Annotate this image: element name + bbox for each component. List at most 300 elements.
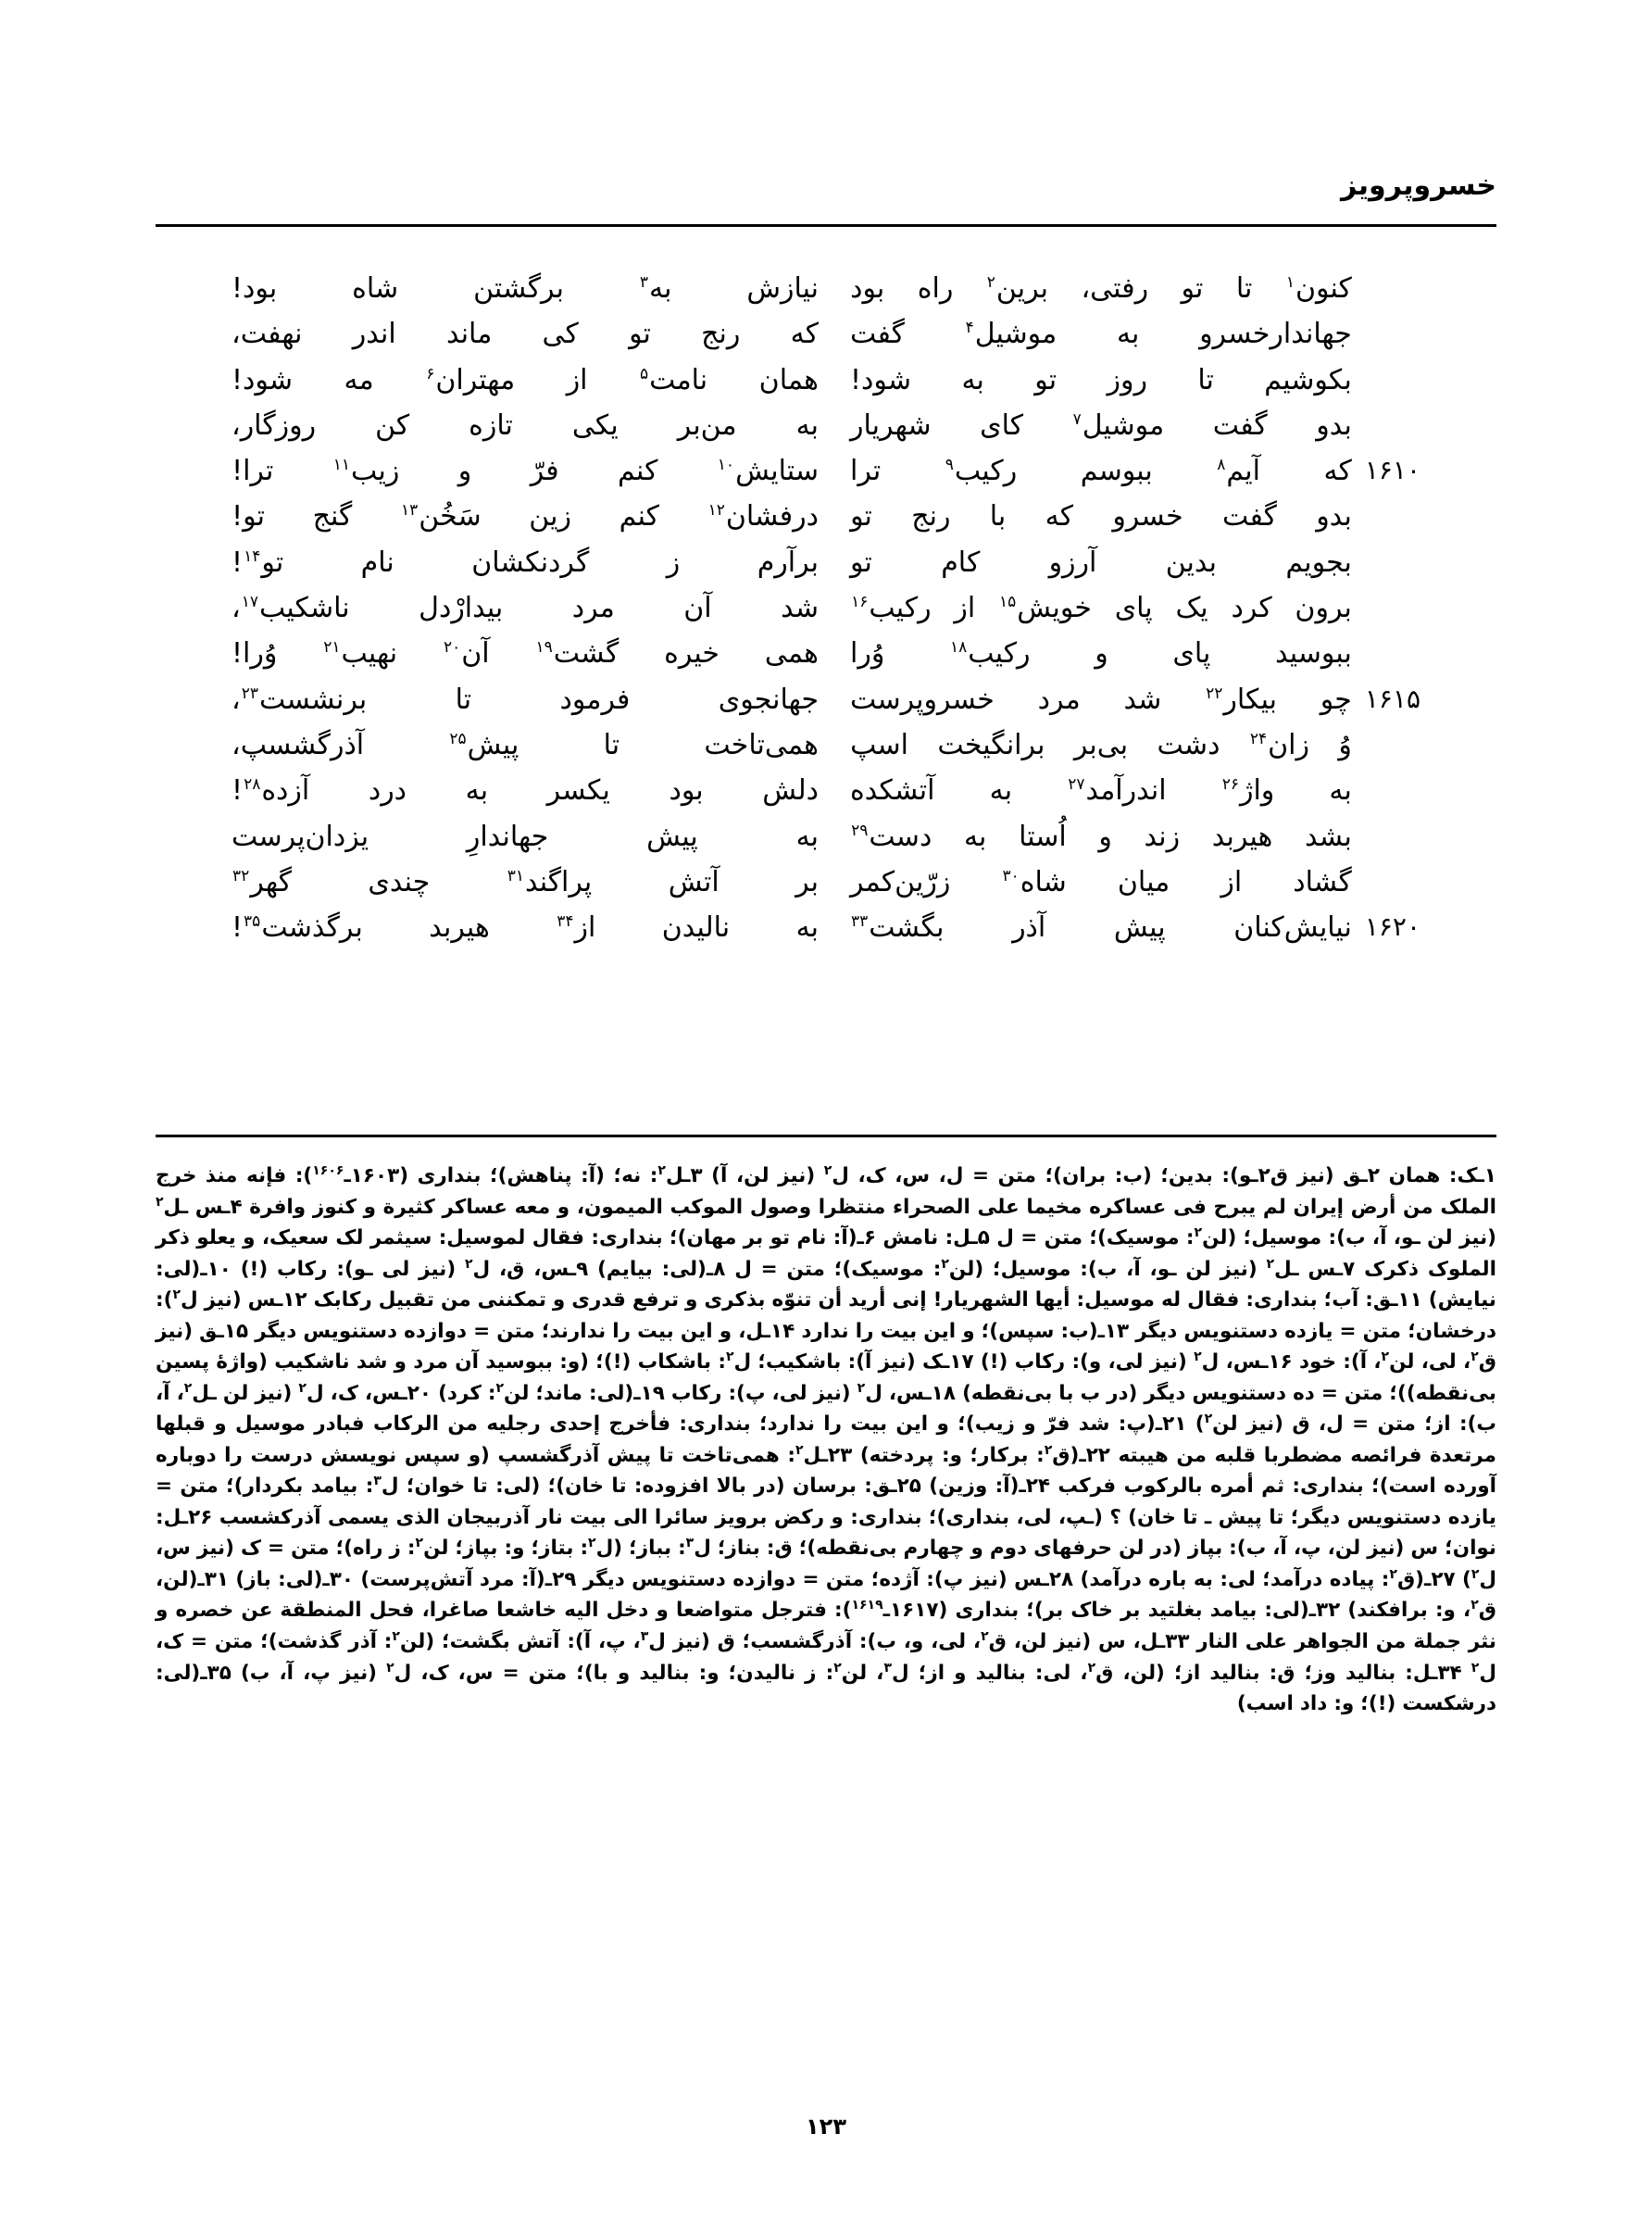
- verse-word: آن: [683, 592, 712, 625]
- note-marker: ۲۹: [851, 821, 869, 840]
- hemistich-left-text: [232, 320, 819, 349]
- apparatus-note-number: ۳۱: [204, 1567, 230, 1591]
- verse-word: به: [795, 911, 819, 945]
- note-marker: ۲۸: [244, 775, 261, 795]
- verse-word: بیدارْدل: [419, 592, 504, 625]
- siglum-exponent: ۱۶۱۹: [851, 1598, 883, 1613]
- hemistich-right-text: [850, 320, 1352, 349]
- apparatus-note-number: ۲۲: [1085, 1443, 1110, 1467]
- verse-word: دلش: [762, 774, 819, 808]
- hemistich-right-text: [850, 594, 1352, 623]
- verse-word: تو: [850, 546, 872, 579]
- note-marker: ۱۳: [400, 501, 419, 521]
- hemistich-left: [232, 594, 826, 623]
- hemistich-right: [826, 685, 1420, 715]
- verse-word: بکوشیم: [1264, 363, 1352, 396]
- apparatus-note-number: ۲۰: [407, 1381, 432, 1405]
- verse-word: آیم$^۸$: [1217, 455, 1260, 488]
- verse-word: تو!: [232, 500, 265, 533]
- hemistich-left: [232, 776, 826, 806]
- verse-word: ترا: [850, 455, 882, 488]
- verse-word: نهیب$^{۲۱}$: [323, 637, 398, 671]
- siglum-exponent: ۲: [1044, 1442, 1053, 1458]
- verse-word: از: [954, 592, 976, 625]
- note-marker: ۲۵: [449, 729, 467, 748]
- siglum-exponent: ۲: [833, 1660, 842, 1676]
- hemistich-left: [232, 363, 826, 396]
- verse-word: به: [961, 363, 984, 396]
- verse-line: [232, 457, 1420, 486]
- apparatus-note-number: ۳۲: [1316, 1599, 1341, 1623]
- siglum-exponent: ۲: [657, 1162, 666, 1178]
- verse-word: همان: [758, 363, 819, 396]
- siglum-exponent: ۲: [1204, 1412, 1213, 1427]
- verse-word: آذر: [1012, 911, 1046, 945]
- siglum-exponent: ۲: [795, 1442, 804, 1458]
- verse-word: چو: [1320, 683, 1352, 716]
- siglum-exponent: ۲: [495, 1380, 504, 1396]
- verse-line: [232, 594, 1420, 623]
- hemistich-left: [232, 822, 826, 852]
- siglum-exponent: ۳: [640, 1628, 649, 1644]
- hemistich-left-text: [232, 685, 819, 715]
- verse-word: یک: [1175, 592, 1208, 625]
- apparatus-note-number: ۱۹: [640, 1381, 665, 1405]
- hemistich-left: [232, 685, 826, 715]
- verse-word: کی: [542, 318, 579, 351]
- verse-line: [232, 408, 1420, 442]
- verse-word: اندر: [352, 318, 396, 351]
- verse-word: ناشکیب$^{۱۷}$،: [232, 592, 350, 625]
- verse-word: تا: [603, 728, 620, 761]
- verse-word: به: [465, 774, 489, 808]
- verse-word: بدو: [1316, 500, 1352, 533]
- verse-line: [232, 274, 1420, 304]
- verse-word: زند: [1144, 820, 1181, 853]
- verse-word: برآرم: [757, 546, 819, 579]
- note-marker: ۲۰: [444, 638, 461, 658]
- hemistich-left-text: [232, 639, 819, 669]
- verse-word: اُستا: [1019, 820, 1067, 853]
- verse-word: گهر$^{۳۲}$: [232, 865, 292, 898]
- verse-word: بی‌بر: [1073, 728, 1129, 761]
- siglum-exponent: ۲: [1266, 1256, 1275, 1272]
- verse-word: کنم: [619, 500, 659, 533]
- note-marker: ۳۲: [232, 866, 250, 885]
- verse-body: [232, 274, 1420, 959]
- hemistich-right: [826, 639, 1420, 669]
- verse-word: جهانجوی: [718, 683, 819, 716]
- hemistich-left-text: [232, 728, 819, 761]
- verse-word: مرد: [571, 592, 615, 625]
- verse-word: ببوسم: [1080, 455, 1153, 488]
- apparatus-note-number: ۴: [230, 1195, 243, 1219]
- verse-word: برین$^۲$: [986, 272, 1049, 305]
- verse-word: چندی: [368, 865, 431, 898]
- hemistich-left: [232, 320, 826, 349]
- hemistich-right: [826, 822, 1420, 852]
- verse-word: تو: [850, 500, 872, 533]
- hemistich-left-text: [232, 274, 819, 304]
- verse-word: بود: [669, 774, 704, 808]
- siglum-exponent: ۲: [1471, 1598, 1479, 1613]
- verse-word: رنج: [701, 318, 741, 351]
- note-marker: ۲۲: [1206, 684, 1223, 703]
- verse-word: گشت$^{۱۹}$: [535, 637, 620, 671]
- note-marker: ۲۴: [1249, 729, 1268, 748]
- verse-word: گفت: [1212, 408, 1268, 442]
- siglum-exponent: ۲: [156, 1194, 164, 1210]
- verse-word: وُرا: [850, 637, 885, 671]
- verse-word: شاه: [352, 272, 399, 305]
- apparatus-note-number: ۳: [690, 1164, 703, 1187]
- verse-word: اندرآمد$^{۲۷}$: [1068, 774, 1167, 808]
- verse-word: تا: [455, 683, 472, 716]
- apparatus-note-number: ۱۶۰۳: [350, 1164, 400, 1187]
- verse-line: [232, 822, 1420, 852]
- siglum-exponent: ۲: [172, 1286, 181, 1302]
- verse-word: گنج: [312, 500, 353, 533]
- verse-word: هیربد: [429, 911, 490, 945]
- verse-word: به: [1116, 318, 1140, 351]
- note-marker: ۲۱: [323, 638, 341, 658]
- verse-word: تازه: [469, 408, 513, 442]
- verse-word: تا: [1235, 272, 1253, 305]
- apparatus-note-number: ۲۸: [1048, 1567, 1074, 1591]
- note-marker: ۳۰: [1002, 866, 1020, 885]
- hemistich-left: [232, 728, 826, 761]
- verse-word: پیش: [1113, 911, 1166, 945]
- siglum-exponent: ۲: [415, 1536, 424, 1551]
- siglum-exponent: ۲: [1471, 1349, 1479, 1365]
- verse-word: به: [963, 820, 987, 853]
- verse-word: وُرا!: [232, 637, 278, 671]
- note-marker: ۳۴: [557, 912, 574, 932]
- verse-word: هیربد: [1211, 820, 1273, 853]
- apparatus-note-number: ۱۰: [206, 1257, 232, 1281]
- verse-word: روز: [1107, 363, 1147, 396]
- verse-word: وُ: [1338, 728, 1352, 761]
- siglum-exponent: ۲: [1194, 1224, 1203, 1240]
- note-marker: ۳۵: [244, 912, 261, 932]
- verse-line: [232, 639, 1420, 669]
- verse-word: بدین: [1165, 546, 1217, 579]
- apparatus-note-number: ۲۵: [896, 1475, 921, 1499]
- apparatus-note-number: ۸: [713, 1257, 726, 1281]
- verse-word: جهاندارِ: [466, 820, 549, 853]
- siglum-exponent: ۱۶۰۶: [312, 1162, 344, 1178]
- verse-word: روزگار،: [232, 408, 317, 442]
- verse-word: برگشتن: [473, 272, 564, 305]
- apparatus-note-number: ۲: [1258, 1164, 1270, 1187]
- verse-word: پای: [1172, 637, 1211, 671]
- hemistich-left-text: [232, 363, 819, 396]
- apparatus-note-number: ۱۴: [770, 1319, 795, 1343]
- verse-word: کای: [980, 408, 1024, 442]
- verse-word: با: [989, 500, 1007, 533]
- hemistich-left: [232, 502, 826, 532]
- hemistich-left: [232, 274, 826, 304]
- note-marker: ۱: [1285, 273, 1295, 292]
- verse-word: بگشت$^{۳۳}$: [851, 911, 945, 945]
- verse-word: فرمود: [559, 683, 631, 716]
- verse-word: برگذشت$^{۳۵}$!: [232, 911, 363, 945]
- verse-word: و: [1095, 637, 1108, 671]
- hemistich-right-text: [850, 776, 1352, 806]
- verse-word: ترا!: [232, 455, 274, 488]
- siglum-exponent: ۲: [386, 1660, 394, 1676]
- apparatus-note-number: ۲۱: [1162, 1412, 1187, 1437]
- hemistich-right-text: [850, 822, 1352, 852]
- verse-line: [232, 320, 1420, 349]
- verse-word: آذرگشسپ،: [232, 728, 365, 761]
- verse-word: همی‌تاخت: [704, 728, 819, 761]
- verse-word: و: [1098, 820, 1112, 853]
- verse-word: یزدان‌پرست: [232, 820, 369, 853]
- verse-number: ۱۶۲۰: [1364, 911, 1420, 943]
- verse-word: گشاد: [1293, 865, 1352, 898]
- verse-word: موشیل$^۴$: [965, 318, 1058, 351]
- verse-word: بود: [850, 272, 885, 305]
- hemistich-right: [826, 502, 1420, 532]
- verse-word: ماند: [445, 318, 493, 351]
- verse-word: زین: [529, 500, 571, 533]
- verse-word: من‌بر: [677, 408, 737, 442]
- verse-number: ۱۶۱۵: [1364, 683, 1420, 714]
- note-marker: ۱۴: [244, 546, 261, 566]
- verse-word: یکسر: [546, 774, 610, 808]
- hemistich-left-text: [232, 865, 819, 898]
- apparatus-note-number: ۶: [863, 1226, 877, 1250]
- verse-word: آتشکده: [850, 774, 935, 808]
- note-marker: ۴: [965, 319, 974, 338]
- hemistich-left-text: [232, 408, 819, 442]
- note-marker: ۱۵: [999, 593, 1017, 612]
- siglum-exponent: ۲: [1389, 1566, 1397, 1582]
- siglum-exponent: ۲: [392, 1628, 400, 1644]
- apparatus-note-number: ۱۷: [949, 1350, 974, 1374]
- note-marker: ۸: [1217, 456, 1226, 475]
- siglum-exponent: ۲: [1471, 1566, 1480, 1582]
- siglum-exponent: ۲: [857, 1380, 866, 1396]
- verse-word: یکی: [571, 408, 619, 442]
- verse-word: رنج: [911, 500, 951, 533]
- verse-line: [232, 776, 1420, 806]
- apparatus-note-number: ۳۴: [1437, 1661, 1462, 1685]
- hemistich-right-text: [850, 502, 1352, 532]
- hemistich-left-text: [232, 594, 819, 623]
- verse-word: خویش$^{۱۵}$: [999, 592, 1092, 625]
- note-marker: ۱۸: [950, 638, 968, 658]
- hemistich-left-text: [232, 776, 819, 806]
- verse-word: راه: [917, 272, 954, 305]
- verse-word: به: [795, 820, 819, 853]
- hemistich-left-text: [232, 913, 819, 943]
- hemistich-right-text: [850, 274, 1352, 304]
- verse-word: زرّین‌کمر: [850, 865, 951, 898]
- verse-line: [232, 728, 1420, 761]
- siglum-exponent: ۲: [298, 1380, 307, 1396]
- verse-word: نیازش: [746, 272, 819, 305]
- verse-word: پیش$^{۲۵}$: [449, 728, 519, 761]
- note-marker: ۲۳: [241, 684, 258, 703]
- hemistich-right-text: [850, 728, 1352, 761]
- verse-word: بدو: [1316, 408, 1352, 442]
- verse-word: نالیدن: [661, 911, 731, 945]
- verse-word: گفت: [850, 318, 905, 351]
- siglum-exponent: ۲: [823, 1162, 832, 1178]
- verse-word: شد: [781, 592, 819, 625]
- verse-word: میان: [1117, 865, 1170, 898]
- apparatus-note-number: ۳۳: [1165, 1629, 1190, 1653]
- apparatus-note-number: ۲: [1367, 1164, 1381, 1187]
- hemistich-right-text: [850, 865, 1352, 898]
- apparatus-note-number: ۱: [1483, 1164, 1496, 1187]
- verse-word: نیایش‌کنان: [1233, 911, 1352, 945]
- verse-line: [232, 548, 1420, 578]
- siglum-exponent: ۲: [464, 1256, 473, 1272]
- hemistich-right: [826, 457, 1420, 486]
- verse-word: بود!: [232, 272, 278, 305]
- hemistich-left: [232, 457, 826, 486]
- hemistich-right: [826, 913, 1420, 943]
- verse-word: تو: [1181, 272, 1204, 305]
- verse-word: نامت$^۵$: [640, 363, 708, 396]
- verse-word: دست$^{۲۹}$: [851, 820, 932, 853]
- hemistich-right-text: [850, 363, 1352, 396]
- siglum-exponent: ۲: [183, 1380, 193, 1396]
- verse-word: بجویم: [1285, 546, 1352, 579]
- apparatus-note-number: ۳۵: [206, 1661, 232, 1685]
- verse-word: پیش: [646, 820, 698, 853]
- verse-word: از$^{۳۴}$: [557, 911, 596, 945]
- verse-line: [232, 363, 1420, 396]
- hemistich-right: [826, 728, 1420, 761]
- hemistich-left: [232, 913, 826, 943]
- verse-word: گفت: [1222, 500, 1277, 533]
- siglum-exponent: ۲: [1471, 1660, 1480, 1676]
- verse-word: خسرو: [1112, 500, 1183, 533]
- verse-word: آتش: [668, 865, 720, 898]
- verse-word: آزده$^{۲۸}$!: [232, 774, 310, 808]
- verse-word: بر: [795, 865, 819, 898]
- apparatus-note-number: ۱۶: [1268, 1350, 1293, 1374]
- verse-word: مرد: [1037, 683, 1081, 716]
- verse-line: [232, 685, 1420, 715]
- hemistich-right: [826, 274, 1420, 304]
- verse-word: جهاندارخسرو: [1199, 318, 1352, 351]
- verse-word: کنون$^۱$: [1285, 272, 1352, 305]
- verse-word: ببوسید: [1275, 637, 1352, 671]
- verse-word: خسروپرست: [850, 683, 995, 716]
- verse-word: فرّ: [530, 455, 559, 488]
- hemistich-right: [826, 865, 1420, 898]
- verse-word: برنشست$^{۲۳}$،: [232, 683, 368, 716]
- hemistich-left: [232, 548, 826, 578]
- siglum-exponent: ۲: [725, 1349, 734, 1365]
- verse-word: خیره: [664, 637, 720, 671]
- verse-word: ز: [666, 546, 681, 579]
- verse-word: که: [1045, 500, 1073, 533]
- note-marker: ۳۱: [507, 866, 524, 885]
- apparatus-note-number: ۱۵: [223, 1319, 249, 1343]
- verse-word: برون: [1295, 592, 1352, 625]
- verse-word: آن$^{۲۰}$: [444, 637, 490, 671]
- apparatus-note-number: ۱۳: [1104, 1319, 1130, 1343]
- verse-word: بشد: [1304, 820, 1352, 853]
- verse-word: به: [795, 408, 819, 442]
- note-marker: ۱۶: [851, 593, 869, 612]
- verse-word: از: [566, 363, 588, 396]
- verse-word: پای: [1114, 592, 1153, 625]
- verse-word: از: [1220, 865, 1243, 898]
- verse-word: تا: [1197, 363, 1214, 396]
- hemistich-right-text: [850, 408, 1352, 442]
- hemistich-right: [826, 363, 1420, 396]
- verse-word: نام: [360, 546, 394, 579]
- apparatus-note-number: ۵: [977, 1226, 990, 1250]
- hemistich-right-text: [850, 548, 1352, 578]
- hemistich-right: [826, 320, 1420, 349]
- verse-word: همی: [764, 637, 819, 671]
- apparatus-note-number: ۱۲: [282, 1288, 307, 1312]
- hemistich-right-text: [850, 685, 1352, 715]
- hemistich-right: [826, 776, 1420, 806]
- hemistich-left-text: [232, 502, 819, 532]
- verse-word: تو$^{۱۴}$!: [232, 546, 284, 579]
- hemistich-right: [826, 594, 1420, 623]
- note-marker: ۹: [945, 456, 954, 475]
- hemistich-left: [232, 865, 826, 898]
- note-marker: ۱۱: [332, 456, 351, 475]
- verse-word: کن: [375, 408, 410, 442]
- verse-line: [232, 502, 1420, 532]
- hemistich-right: [826, 408, 1420, 442]
- verse-word: که: [790, 318, 819, 351]
- verse-word: موشیل$^۷$: [1072, 408, 1165, 442]
- note-marker: ۵: [640, 364, 649, 383]
- verse-line: [232, 865, 1420, 898]
- verse-word: سَخُن$^{۱۳}$: [400, 500, 482, 533]
- hemistich-left-text: [232, 548, 819, 578]
- verse-word: رفتی،: [1081, 272, 1149, 305]
- verse-word: پراگند$^{۳۱}$: [507, 865, 593, 898]
- verse-word: رکیب$^{۱۸}$: [950, 637, 1031, 671]
- apparatus-divider: [156, 1135, 1496, 1137]
- verse-word: ستایش$^{۱۰}$: [717, 455, 819, 488]
- note-marker: ۶: [426, 364, 435, 383]
- note-marker: ۱۷: [241, 593, 258, 612]
- verse-word: شود!: [850, 363, 912, 396]
- verse-word: گردنکشان: [471, 546, 590, 579]
- verse-word: به: [1329, 774, 1352, 808]
- folio-number: ۱۲۳: [806, 2114, 846, 2140]
- verse-word: واژ$^{۲۶}$: [1221, 774, 1275, 808]
- verse-word: شود!: [232, 363, 294, 396]
- verse-word: به$^۳$: [639, 272, 672, 305]
- verse-word: دشت: [1157, 728, 1220, 761]
- verse-word: کام: [941, 546, 981, 579]
- verse-word: که: [1323, 455, 1352, 488]
- verse-word: مهتران$^۶$: [426, 363, 516, 396]
- header-divider: [156, 224, 1496, 227]
- hemistich-right-text: [850, 457, 1352, 486]
- siglum-exponent: ۲: [1087, 1660, 1096, 1676]
- verse-word: تو: [1034, 363, 1058, 396]
- verse-word: درد: [368, 774, 407, 808]
- siglum-exponent: ۲: [981, 1628, 989, 1644]
- verse-line: [232, 913, 1420, 943]
